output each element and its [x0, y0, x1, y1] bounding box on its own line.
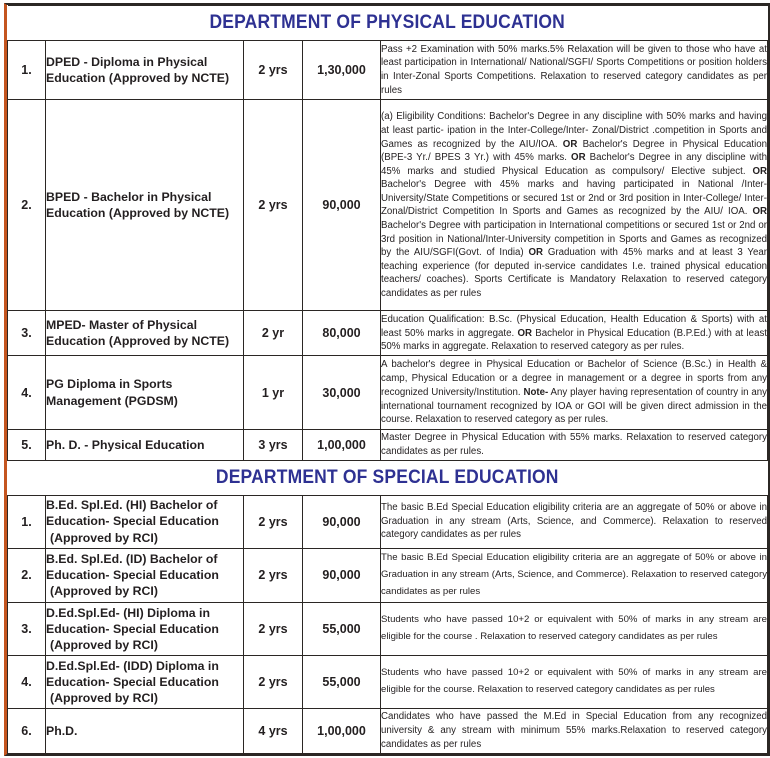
course-name-line: (Approved by RCI) — [50, 530, 158, 545]
row-fee: 55,000 — [303, 603, 381, 656]
row-fee: 1,00,000 — [303, 430, 381, 460]
course-name-line: Education (Approved by NCTE) — [46, 206, 230, 221]
row-serial: 3. — [8, 311, 46, 356]
row-course-name — [46, 548, 244, 602]
row-criteria: Master Degree in Physical Education with 55% marks. Relaxation to reserved category candidates as per rules. — [381, 430, 768, 460]
course-name-line: DPED - Diploma in Physical — [46, 54, 208, 69]
table-row — [8, 311, 768, 356]
course-name-line: Education (Approved by NCTE) — [46, 334, 230, 349]
row-duration: 2 yrs — [244, 603, 303, 656]
course-name-line: D.Ed.Spl.Ed- (HI) Diploma in — [46, 605, 210, 620]
row-duration: 2 yr — [244, 311, 303, 356]
row-serial: 6. — [8, 709, 46, 754]
course-name-line: D.Ed.Spl.Ed- (IDD) Diploma in — [46, 658, 219, 673]
row-course-name — [46, 41, 244, 100]
course-name-line: (Approved by RCI) — [50, 691, 158, 706]
row-course-name — [46, 430, 244, 460]
course-name-line: B.Ed. Spl.Ed. (ID) Bachelor of — [46, 551, 218, 566]
row-duration: 1 yr — [244, 356, 303, 430]
course-name-line: (Approved by RCI) — [50, 638, 158, 653]
section-heading-text: DEPARTMENT OF PHYSICAL EDUCATION — [209, 12, 566, 33]
section-heading-row — [8, 460, 768, 495]
row-criteria: Candidates who have passed the M.Ed in Special Education from any recognized university & any stream with minimum 55% marks.Relaxation to reserved category candidates as per rules — [381, 709, 768, 754]
section-heading-row — [8, 6, 768, 41]
row-duration: 2 yrs — [244, 495, 303, 548]
row-fee: 90,000 — [303, 100, 381, 311]
row-duration: 4 yrs — [244, 709, 303, 754]
table-row — [8, 656, 768, 709]
row-duration: 2 yrs — [244, 100, 303, 311]
course-name-line: Education (Approved by NCTE) — [46, 71, 230, 86]
course-name-line: B.Ed. Spl.Ed. (HI) Bachelor of — [46, 498, 218, 513]
row-serial: 2. — [8, 100, 46, 311]
course-name-line: Education- Special Education — [46, 674, 219, 689]
course-name-line: Ph. D. - Physical Education — [46, 437, 205, 452]
row-criteria: A bachelor's degree in Physical Education or Bachelor of Science (B.Sc.) in Health & camp, Physical Education or a degree in management or a degree in sports from any recognized University/Institution. Note- Any player having representation of country in any international tournament recognized by IOA or GOI will be given direct admission in the course. Relaxation to reserved category as per rules. — [381, 356, 768, 430]
course-name-line: BPED - Bachelor in Physical — [46, 190, 212, 205]
course-name-line: Management (PGDSM) — [46, 393, 178, 408]
section-heading-special-education — [8, 460, 768, 495]
table-row — [8, 495, 768, 548]
row-criteria: The basic B.Ed Special Education eligibility criteria are an aggregate of 50% or above in Graduation in any stream (Arts, Science, and Commerce). Relaxation to reserved category candidates as per rules — [381, 495, 768, 548]
row-serial: 5. — [8, 430, 46, 460]
course-eligibility-table — [7, 5, 768, 754]
row-criteria: Pass +2 Examination with 50% marks.5% Relaxation will be given to those who have at least participation in International/ National/SGFI/ Sports Competitions or position holders in Inter-Zonal Sports Competitions. Relaxation to reserved category candidates as per rules — [381, 41, 768, 100]
row-serial: 1. — [8, 41, 46, 100]
row-course-name — [46, 495, 244, 548]
row-duration: 2 yrs — [244, 41, 303, 100]
row-duration: 2 yrs — [244, 548, 303, 602]
row-duration: 2 yrs — [244, 656, 303, 709]
row-fee: 1,00,000 — [303, 709, 381, 754]
row-serial: 4. — [8, 356, 46, 430]
row-course-name — [46, 656, 244, 709]
row-course-name — [46, 603, 244, 656]
row-course-name — [46, 100, 244, 311]
row-criteria: The basic B.Ed Special Education eligibility criteria are an aggregate of 50% or above in Graduation in any stream (Arts, Science, and Commerce). Relaxation to reserved category candidates as per rules — [381, 548, 768, 602]
table-row — [8, 430, 768, 460]
row-fee: 55,000 — [303, 656, 381, 709]
section-heading-text: DEPARTMENT OF SPECIAL EDUCATION — [216, 466, 559, 488]
row-duration: 3 yrs — [244, 430, 303, 460]
table-frame — [4, 3, 770, 756]
course-name-line: Education- Special Education — [46, 568, 219, 583]
course-name-line: (Approved by RCI) — [50, 584, 158, 599]
course-name-line: Ph.D. — [46, 723, 78, 738]
table-row — [8, 356, 768, 430]
row-serial: 2. — [8, 548, 46, 602]
row-serial: 3. — [8, 603, 46, 656]
row-serial: 1. — [8, 495, 46, 548]
row-criteria: (a) Eligibility Conditions: Bachelor's Degree in any discipline with 50% marks and having at least partic- ipation in the Inter-College/Inter- Zonal/District .competition in Sports and Games as recognized by the AIU/IOA. OR Bachelor's Degree in Physical Education (BPE-3 Yr./ BPES 3 Yr.) with 45% marks. OR Bachelor's Degree in any discipline with 45% marks and studied Physical Education as compulsory/ Elective subject. OR Bachelor's Degree with 45% marks and having participated in National /Inter-University/State Competitions or secured 1st or 2nd or 3rd position in Inter-College/ Inter-Zonal/District Competition In Sports and Games as recognized by the AIU/ IOA. OR Bachelor's Degree with participation in International competitions or secured 1st or 2nd or 3rd position in National/Inter-University competition in Sports and Games as recognized by the AIU/SGFI(Govt. of India) OR Graduation with 45% marks and at least 3 Year teaching experience (for deputed in-service candidates I.e. trained physical education teachers/ coaches). Sports Certificate is Mandatory Relaxation to reserved category candidates as per rules — [381, 100, 768, 311]
section-heading-physical-education — [8, 6, 768, 41]
table-row — [8, 709, 768, 754]
row-fee: 30,000 — [303, 356, 381, 430]
course-name-line: MPED- Master of Physical — [46, 318, 198, 333]
course-name-line: Education- Special Education — [46, 514, 219, 529]
row-course-name — [46, 356, 244, 430]
row-fee: 90,000 — [303, 495, 381, 548]
course-name-line: PG Diploma in Sports — [46, 377, 173, 392]
row-course-name — [46, 311, 244, 356]
table-row — [8, 548, 768, 602]
row-fee: 1,30,000 — [303, 41, 381, 100]
row-criteria: Students who have passed 10+2 or equivalent with 50% of marks in any stream are eligible for the course. Relaxation to reserved category candidates as per rules — [381, 656, 768, 709]
table-row — [8, 603, 768, 656]
row-criteria: Students who have passed 10+2 or equivalent with 50% of marks in any stream are eligible for the course . Relaxation to reserved category candidates as per rules — [381, 603, 768, 656]
course-name-line: Education- Special Education — [46, 621, 219, 636]
table-row — [8, 100, 768, 311]
row-course-name — [46, 709, 244, 754]
table-row — [8, 41, 768, 100]
row-criteria: Education Qualification: B.Sc. (Physical Education, Health Education & Sports) with at least 50% marks in aggregate. OR Bachelor in Physical Education (B.P.Ed.) with at least 50% marks in aggregate. Relaxation to reserved category as per rules. — [381, 311, 768, 356]
row-serial: 4. — [8, 656, 46, 709]
row-fee: 80,000 — [303, 311, 381, 356]
row-fee: 90,000 — [303, 548, 381, 602]
